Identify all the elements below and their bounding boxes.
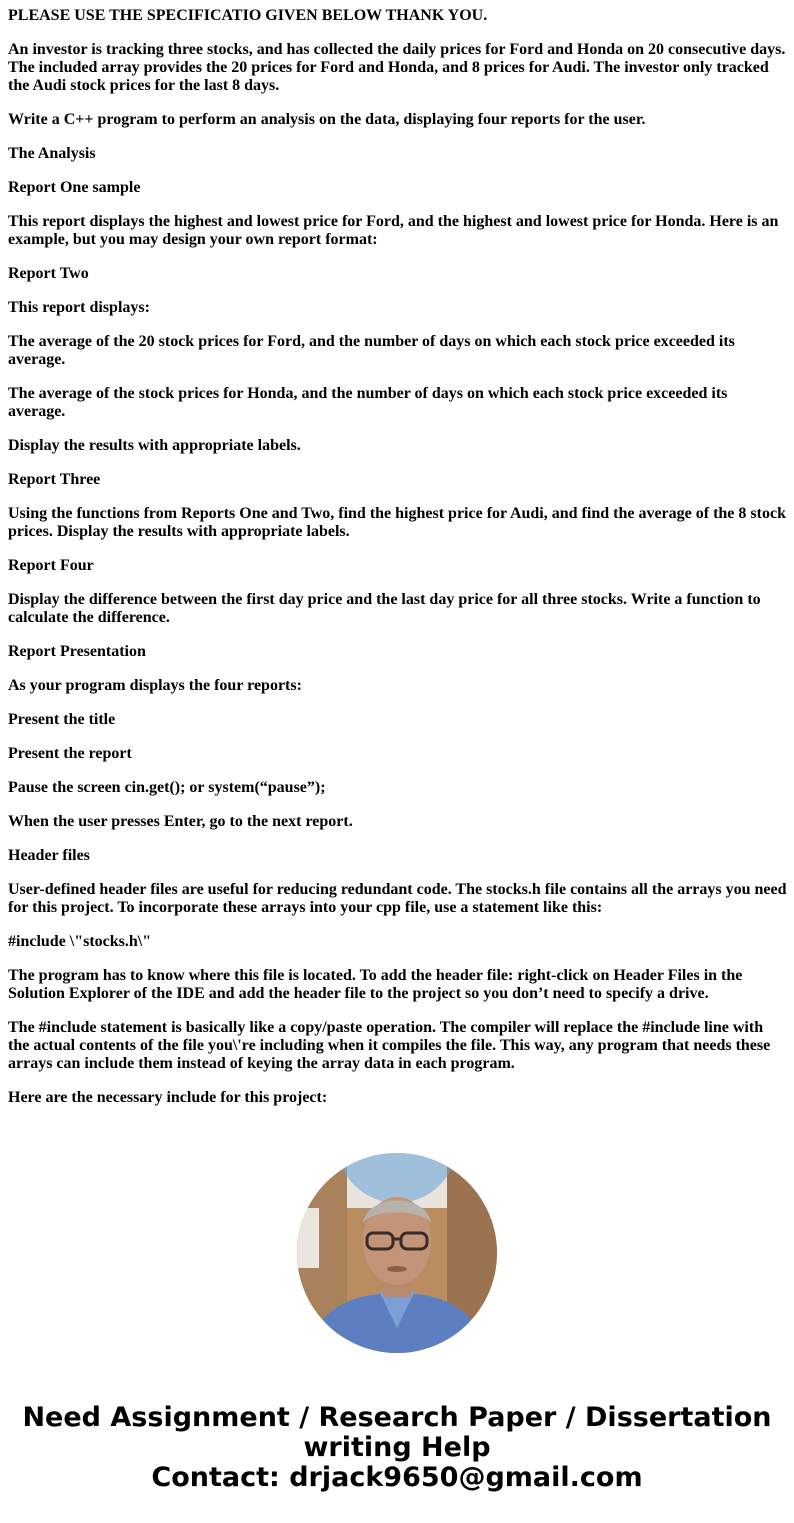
paragraph-report-two-honda: The average of the stock prices for Honda, and the number of days on which each stock price exceeded its average. [8,385,728,420]
author-portrait-icon [297,1153,497,1353]
paragraph-report-two-labels: Display the results with appropriate labels. [8,437,301,454]
paragraph-pause-screen: Pause the screen cin.get(); or system(“pause”); [8,779,326,796]
paragraph-investor-description: An investor is tracking three stocks, and has collected the daily prices for Ford and Honda on 20 consecutive days. The included array provides the 20 prices for Ford and Honda, and 8 prices for Audi. The investor only tracked the Audi stock prices for the last 8 days. [8,41,786,94]
assignment-document [8,7,788,1123]
paragraph-header-files: User-defined header files are useful for reducing redundant code. The stocks.h file contains all the arrays you need for this project. To incorporate these arrays into your cpp file, use a statement like this: [8,881,787,916]
heading-analysis: The Analysis [8,145,96,162]
paragraph-include-explanation: The #include statement is basically like a copy/paste operation. The compiler will replace the #include line with the actual contents of the file you\'re including when it compiles the file. This way, any program that needs these arrays can include them instead of keying the array data in each program. [8,1019,771,1072]
author-photo [297,1153,497,1353]
promo-contact: Contact: drjack9650@gmail.com [151,1462,643,1493]
heading-report-one: Report One sample [8,179,141,196]
paragraph-report-four: Display the difference between the first day price and the last day price for all three stocks. Write a function to calculate the difference. [8,591,761,626]
promo-line-1: Need Assignment / Research Paper / Dissertation [22,1402,772,1433]
paragraph-report-three: Using the functions from Reports One and Two, find the highest price for Audi, and find the average of the 8 stock prices. Display the results with appropriate labels. [8,505,786,540]
paragraph-report-two-ford: The average of the 20 stock prices for Ford, and the number of days on which each stock price exceeded its average. [8,333,735,368]
promo-line-2: writing Help [303,1432,491,1463]
paragraph-task: Write a C++ program to perform an analysis on the data, displaying four reports for the user. [8,111,646,128]
paragraph-next-report: When the user presses Enter, go to the next report. [8,813,353,830]
heading-header-files: Header files [8,847,90,864]
paragraph-intro-request: PLEASE USE THE SPECIFICATIO GIVEN BELOW THANK YOU. [8,7,488,24]
paragraph-necessary-include: Here are the necessary include for this project: [8,1089,328,1106]
paragraph-include-statement: #include \"stocks.h\" [8,933,152,950]
paragraph-presentation-intro: As your program displays the four reports: [8,677,302,694]
promo-banner [0,1403,794,1493]
heading-report-four: Report Four [8,557,94,574]
heading-report-two: Report Two [8,265,89,282]
paragraph-report-one: This report displays the highest and lowest price for Ford, and the highest and lowest price for Honda. Here is an example, but you may design your own report format: [8,213,779,248]
paragraph-report-two-intro: This report displays: [8,299,150,316]
paragraph-file-location: The program has to know where this file is located. To add the header file: right-click on Header Files in the Solution Explorer of the IDE and add the header file to the project so you don’t need to specify a drive. [8,967,743,1002]
paragraph-present-report: Present the report [8,745,132,762]
paragraph-present-title: Present the title [8,711,116,728]
heading-report-three: Report Three [8,471,101,488]
heading-report-presentation: Report Presentation [8,643,146,660]
